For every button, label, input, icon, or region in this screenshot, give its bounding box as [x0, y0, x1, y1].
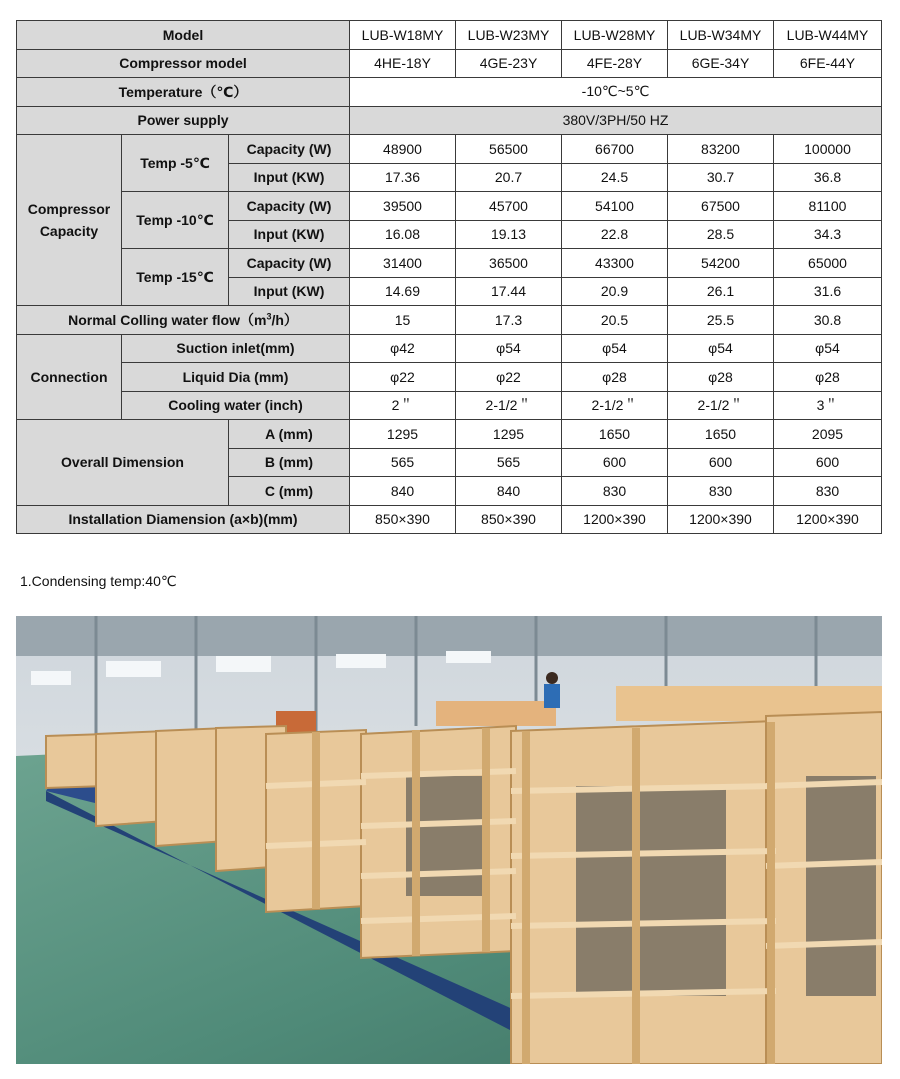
- input-row-label: Input (KW): [229, 163, 350, 192]
- capacity-value: 65000: [774, 249, 882, 278]
- input-value: 20.7: [456, 163, 562, 192]
- input-row-label: Input (KW): [229, 277, 350, 306]
- capacity-value: 31400: [350, 249, 456, 278]
- connection-row: [17, 391, 882, 420]
- input-value: 16.08: [350, 220, 456, 249]
- input-value: 17.36: [350, 163, 456, 192]
- dimension-row-label: A (mm): [229, 420, 350, 449]
- installation-row: [17, 505, 882, 534]
- dimension-value: 1650: [562, 420, 668, 449]
- dimension-value: 830: [562, 477, 668, 506]
- dimension-value: 2095: [774, 420, 882, 449]
- input-value: 20.9: [562, 277, 668, 306]
- capacity-value: 67500: [668, 192, 774, 221]
- dimension-value: 830: [668, 477, 774, 506]
- water-flow-value: 25.5: [668, 306, 774, 335]
- connection-row-label: Liquid Dia (mm): [122, 363, 350, 392]
- connection-value: φ54: [562, 334, 668, 363]
- dimension-value: 1295: [456, 420, 562, 449]
- dimension-value: 1295: [350, 420, 456, 449]
- temp-group-label: Temp -15℃: [122, 249, 229, 306]
- connection-value: 2-1/2＂: [668, 391, 774, 420]
- model-name: LUB-W23MY: [456, 21, 562, 50]
- compressor-model-value: 4FE-28Y: [562, 49, 668, 78]
- capacity-row-label: Capacity (W): [229, 192, 350, 221]
- compressor-capacity-label: Compressor Capacity: [17, 135, 122, 306]
- capacity-value: 39500: [350, 192, 456, 221]
- connection-value: 2-1/2＂: [456, 391, 562, 420]
- connection-value: φ28: [774, 363, 882, 392]
- connection-value: φ54: [774, 334, 882, 363]
- connection-row-label: Suction inlet(mm): [122, 334, 350, 363]
- dimension-value: 830: [774, 477, 882, 506]
- connection-value: 3＂: [774, 391, 882, 420]
- capacity-value: 66700: [562, 135, 668, 164]
- temperature-label: Temperature（℃）: [17, 78, 350, 107]
- capacity-row-label: Capacity (W): [229, 249, 350, 278]
- input-value: 31.6: [774, 277, 882, 306]
- installation-label: Installation Diamension (a×b)(mm): [17, 505, 350, 534]
- connection-value: φ54: [668, 334, 774, 363]
- capacity-value: 43300: [562, 249, 668, 278]
- input-value: 36.8: [774, 163, 882, 192]
- condensing-temp-note: 1.Condensing temp:40℃: [20, 573, 177, 589]
- temp-group-label: Temp -5℃: [122, 135, 229, 192]
- installation-value: 850×390: [456, 505, 562, 534]
- power-supply-label: Power supply: [17, 106, 350, 135]
- capacity-value: 83200: [668, 135, 774, 164]
- installation-value: 1200×390: [774, 505, 882, 534]
- connection-value: 2＂: [350, 391, 456, 420]
- model-name: LUB-W34MY: [668, 21, 774, 50]
- input-value: 30.7: [668, 163, 774, 192]
- input-row-label: Input (KW): [229, 220, 350, 249]
- water-flow-label-text: Normal Colling water flow（m: [68, 311, 267, 328]
- dimension-row: [17, 420, 882, 449]
- water-flow-superscript: 3: [266, 311, 272, 322]
- dimension-value: 600: [562, 448, 668, 477]
- dimension-row-label: B (mm): [229, 448, 350, 477]
- model-name: LUB-W44MY: [774, 21, 882, 50]
- water-flow-value: 15: [350, 306, 456, 335]
- installation-value: 1200×390: [562, 505, 668, 534]
- overall-dimension-label: Overall Dimension: [17, 420, 229, 506]
- model-name: LUB-W18MY: [350, 21, 456, 50]
- water-flow-label-suffix: /h）: [271, 311, 298, 328]
- water-flow-value: 30.8: [774, 306, 882, 335]
- connection-row: [17, 363, 882, 392]
- capacity-row-label: Capacity (W): [229, 135, 350, 164]
- connection-value: φ22: [456, 363, 562, 392]
- dimension-value: 600: [668, 448, 774, 477]
- capacity-row: [17, 192, 882, 221]
- dimension-value: 840: [456, 477, 562, 506]
- water-flow-label: [17, 306, 350, 335]
- temperature-value: -10℃~5℃: [350, 78, 882, 107]
- dimension-value: 600: [774, 448, 882, 477]
- capacity-value: 100000: [774, 135, 882, 164]
- dimension-value: 840: [350, 477, 456, 506]
- dimension-value: 565: [350, 448, 456, 477]
- input-value: 26.1: [668, 277, 774, 306]
- input-value: 17.44: [456, 277, 562, 306]
- input-value: 14.69: [350, 277, 456, 306]
- input-value: 22.8: [562, 220, 668, 249]
- connection-value: φ42: [350, 334, 456, 363]
- input-value: 34.3: [774, 220, 882, 249]
- water-flow-row: [17, 306, 882, 335]
- model-row: [17, 21, 882, 50]
- dimension-row-label: C (mm): [229, 477, 350, 506]
- capacity-value: 48900: [350, 135, 456, 164]
- input-value: 28.5: [668, 220, 774, 249]
- capacity-value: 81100: [774, 192, 882, 221]
- compressor-model-row: [17, 49, 882, 78]
- capacity-value: 54100: [562, 192, 668, 221]
- specification-table: [16, 20, 882, 534]
- compressor-model-value: 4GE-23Y: [456, 49, 562, 78]
- compressor-model-value: 6GE-34Y: [668, 49, 774, 78]
- connection-row: [17, 334, 882, 363]
- capacity-value: 45700: [456, 192, 562, 221]
- connection-value: φ22: [350, 363, 456, 392]
- power-supply-row: [17, 106, 882, 135]
- installation-value: 850×390: [350, 505, 456, 534]
- water-flow-value: 20.5: [562, 306, 668, 335]
- temperature-row: [17, 78, 882, 107]
- compressor-model-label: Compressor model: [17, 49, 350, 78]
- connection-label: Connection: [17, 334, 122, 420]
- connection-value: φ28: [668, 363, 774, 392]
- temp-group-label: Temp -10℃: [122, 192, 229, 249]
- model-name: LUB-W28MY: [562, 21, 668, 50]
- connection-row-label: Cooling water (inch): [122, 391, 350, 420]
- water-flow-value: 17.3: [456, 306, 562, 335]
- factory-crates-photo: [16, 616, 882, 1064]
- capacity-value: 56500: [456, 135, 562, 164]
- input-value: 24.5: [562, 163, 668, 192]
- input-value: 19.13: [456, 220, 562, 249]
- capacity-value: 36500: [456, 249, 562, 278]
- capacity-row: [17, 135, 882, 164]
- connection-value: φ28: [562, 363, 668, 392]
- dimension-value: 565: [456, 448, 562, 477]
- model-label: Model: [17, 21, 350, 50]
- dimension-value: 1650: [668, 420, 774, 449]
- connection-value: 2-1/2＂: [562, 391, 668, 420]
- installation-value: 1200×390: [668, 505, 774, 534]
- power-supply-value: 380V/3PH/50 HZ: [350, 106, 882, 135]
- compressor-model-value: 6FE-44Y: [774, 49, 882, 78]
- capacity-value: 54200: [668, 249, 774, 278]
- connection-value: φ54: [456, 334, 562, 363]
- compressor-model-value: 4HE-18Y: [350, 49, 456, 78]
- capacity-row: [17, 249, 882, 278]
